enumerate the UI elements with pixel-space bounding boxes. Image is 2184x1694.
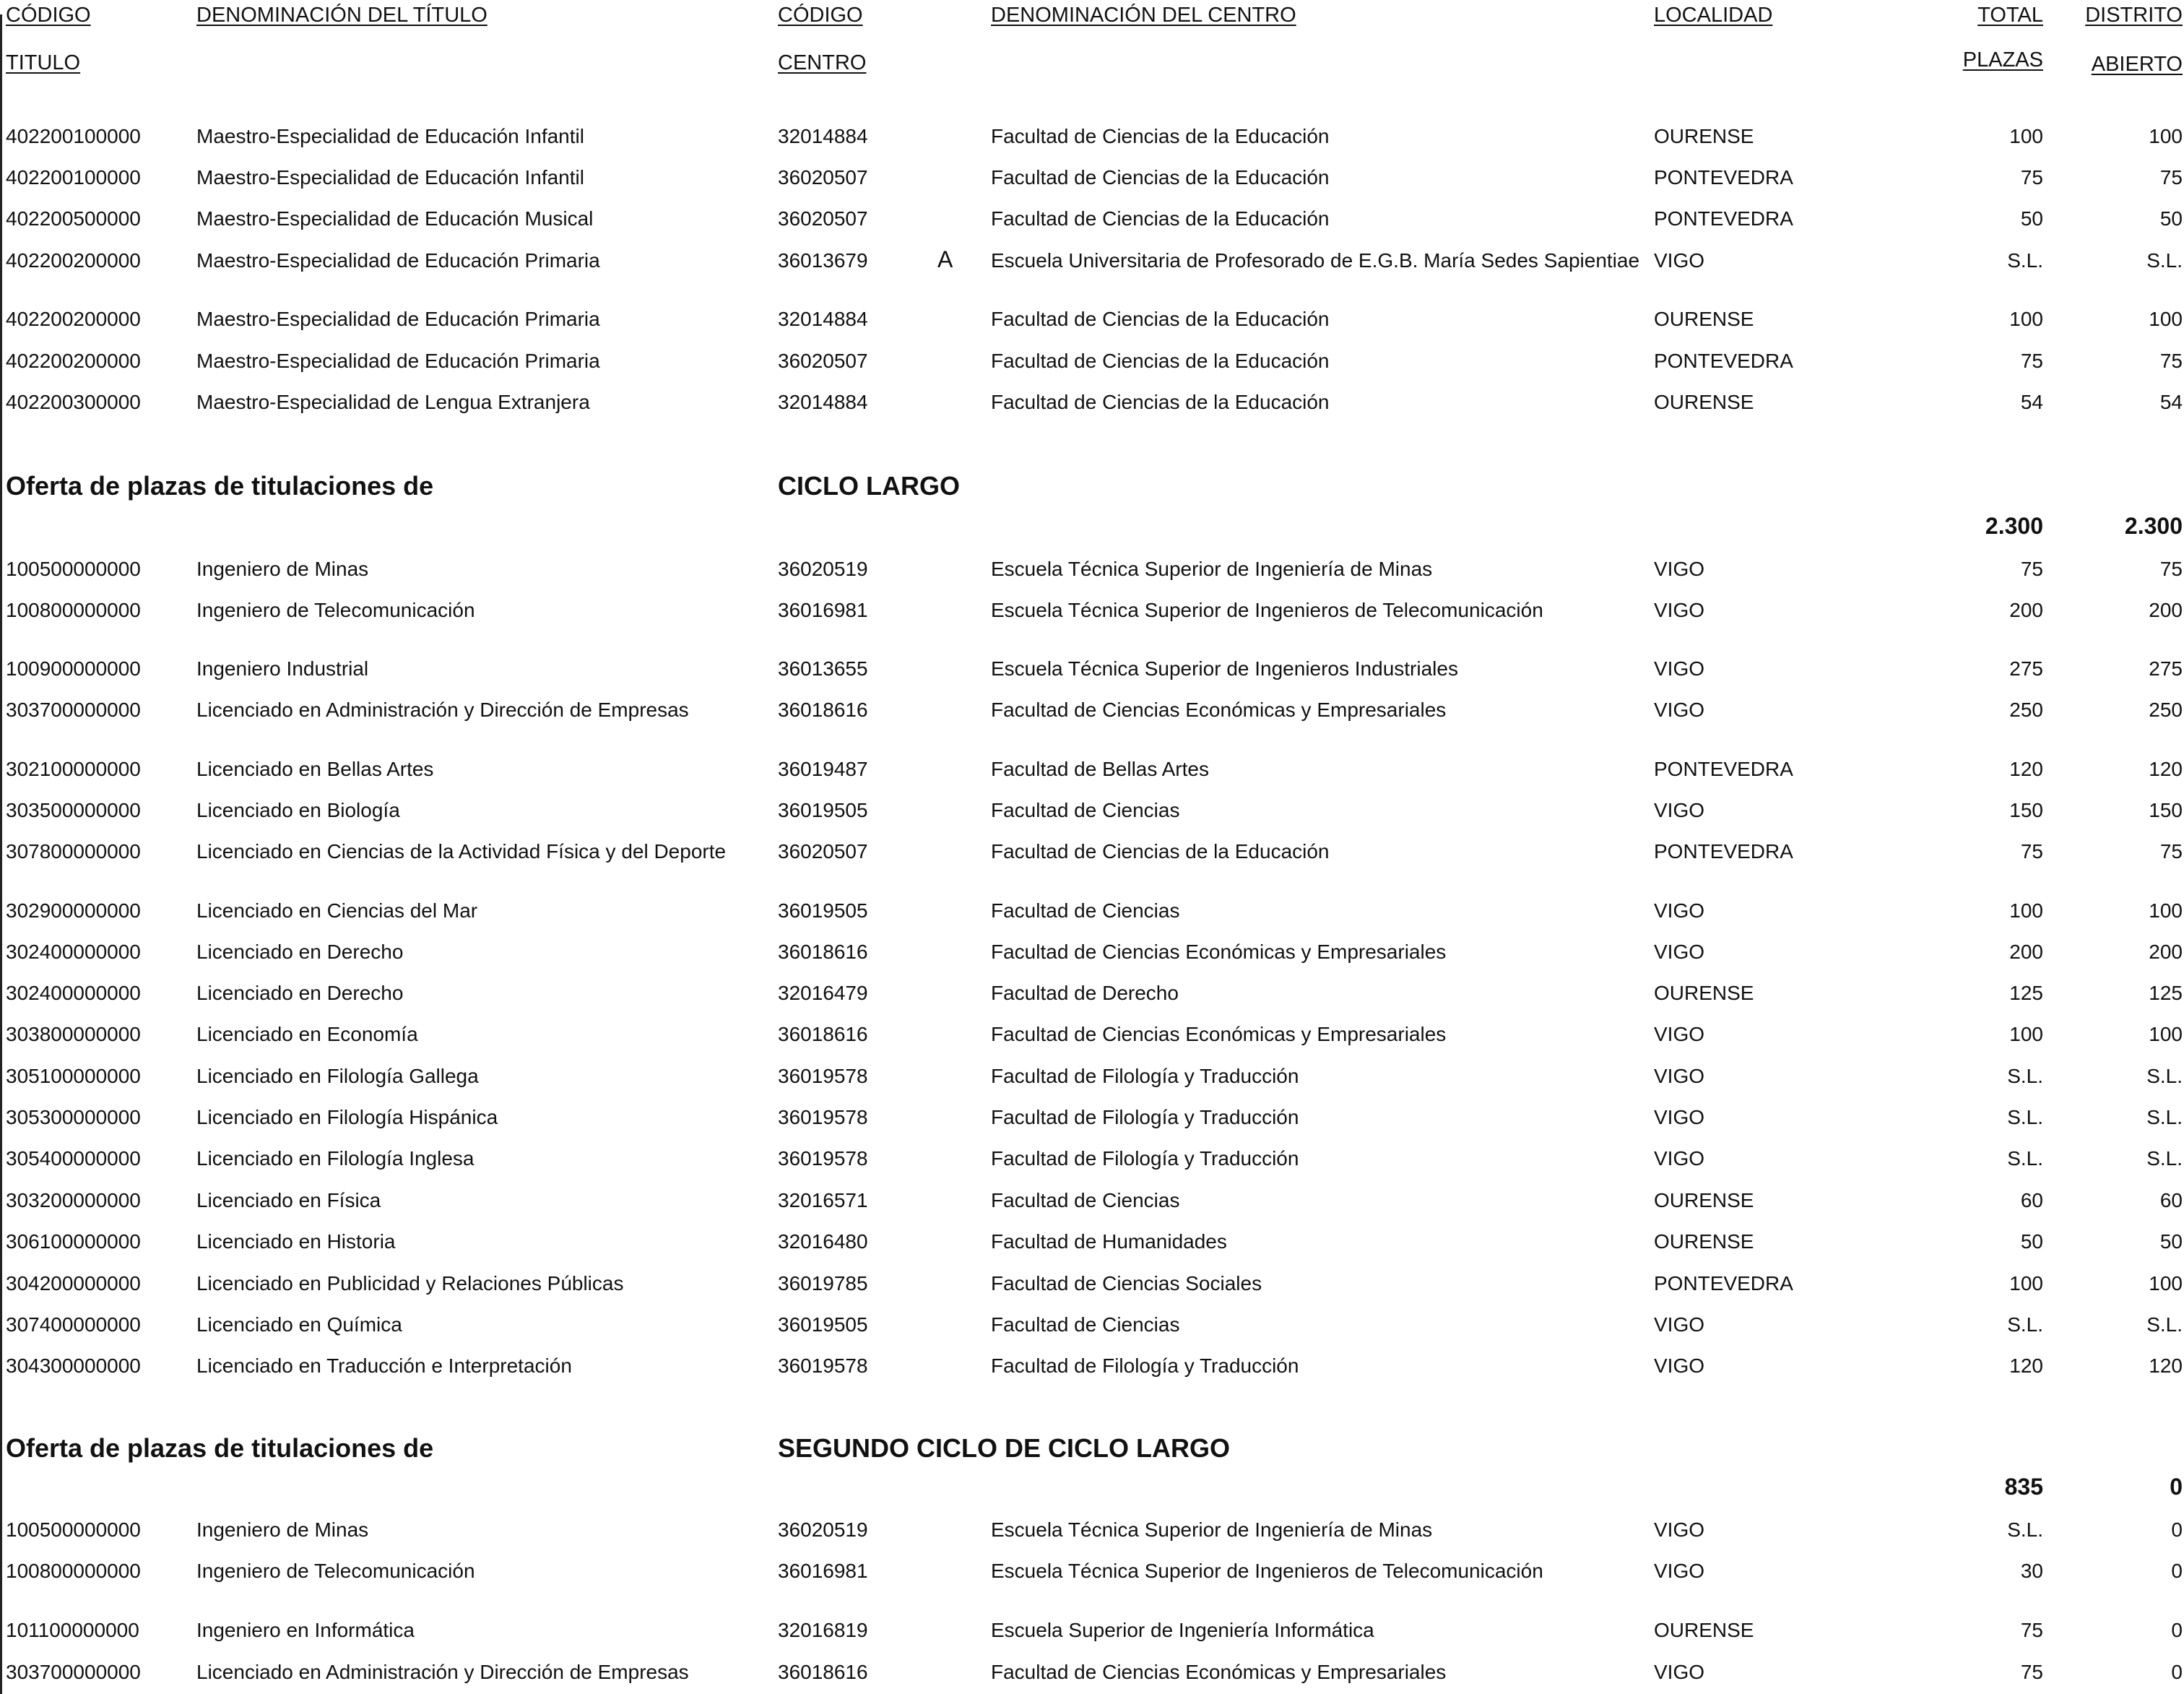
- row-title-code: 307800000000: [6, 840, 141, 863]
- row-center-name: Escuela Técnica Superior de Ingenieros de Telecomunicación: [991, 599, 1543, 621]
- row-title-name: Licenciado en Física: [196, 1189, 381, 1211]
- row-title-code: 304200000000: [6, 1272, 141, 1295]
- row-open-district: 0: [2171, 1619, 2183, 1641]
- row-center-code: 36020519: [778, 558, 868, 580]
- row-total-places: 75: [2020, 558, 2043, 580]
- row-center-code: 32016571: [778, 1189, 868, 1211]
- row-open-district: 0: [2171, 1560, 2183, 1582]
- row-total-places: 125: [2009, 982, 2043, 1004]
- row-title-name: Licenciado en Bellas Artes: [196, 758, 434, 780]
- header-total-line2: PLAZAS: [1962, 48, 2043, 72]
- row-center-name: Escuela Universitaria de Profesorado de E.G.B. María Sedes Sapientiae: [991, 249, 1640, 272]
- row-total-places: 50: [2020, 207, 2043, 230]
- row-title-code: 303800000000: [6, 1023, 141, 1045]
- row-title-name: Maestro-Especialidad de Educación Infantil: [196, 166, 584, 189]
- row-locality: OURENSE: [1654, 1619, 1754, 1641]
- row-locality: VIGO: [1654, 558, 1705, 580]
- row-locality: OURENSE: [1654, 1230, 1754, 1253]
- row-center-name: Facultad de Ciencias de la Educación: [991, 391, 1330, 413]
- row-title-name: Licenciado en Historia: [196, 1230, 396, 1253]
- row-center-code: 36019505: [778, 799, 868, 821]
- row-open-district: 100: [2149, 1272, 2183, 1295]
- row-open-district: 200: [2149, 941, 2183, 963]
- header-open-line2: ABIERTO: [2091, 53, 2183, 76]
- row-title-code: 305400000000: [6, 1147, 141, 1170]
- row-center-code: 36019505: [778, 899, 868, 922]
- row-title-code: 304300000000: [6, 1354, 141, 1377]
- row-open-district: 100: [2149, 1023, 2183, 1045]
- row-locality: OURENSE: [1654, 1189, 1754, 1211]
- row-locality: VIGO: [1654, 249, 1705, 272]
- row-total-places: S.L.: [2007, 249, 2043, 272]
- row-locality: PONTEVEDRA: [1654, 840, 1793, 863]
- row-center-name: Facultad de Ciencias de la Educación: [991, 350, 1330, 372]
- row-title-code: 303200000000: [6, 1189, 141, 1211]
- row-center-code: 36020507: [778, 350, 868, 372]
- row-center-code: 36019487: [778, 758, 868, 780]
- left-margin-rule: [0, 14, 2, 1694]
- row-center-code: 36019785: [778, 1272, 868, 1295]
- row-center-name: Facultad de Ciencias: [991, 1313, 1180, 1336]
- row-center-name: Facultad de Filología y Traducción: [991, 1354, 1299, 1377]
- row-center-mark: A: [937, 246, 953, 272]
- row-center-name: Facultad de Ciencias: [991, 899, 1180, 922]
- row-locality: VIGO: [1654, 1023, 1705, 1045]
- row-open-district: 60: [2159, 1189, 2183, 1211]
- row-title-code: 100500000000: [6, 558, 141, 580]
- row-title-name: Licenciado en Derecho: [196, 941, 404, 963]
- row-title-name: Ingeniero en Informática: [196, 1619, 415, 1641]
- row-locality: VIGO: [1654, 1354, 1705, 1377]
- section-cycle: SEGUNDO CICLO DE CICLO LARGO: [778, 1433, 1231, 1463]
- row-total-places: 150: [2009, 799, 2043, 821]
- row-center-code: 36018616: [778, 1023, 868, 1045]
- row-title-code: 100500000000: [6, 1518, 141, 1541]
- row-locality: VIGO: [1654, 1065, 1705, 1087]
- header-center-name: DENOMINACIÓN DEL CENTRO: [991, 4, 1296, 27]
- header-code-line1: CÓDIGO: [6, 4, 91, 27]
- row-center-code: 32016479: [778, 982, 868, 1004]
- row-total-places: 100: [2009, 308, 2043, 330]
- row-center-name: Facultad de Filología y Traducción: [991, 1106, 1299, 1128]
- row-center-name: Facultad de Ciencias: [991, 799, 1180, 821]
- header-title-name: DENOMINACIÓN DEL TÍTULO: [196, 4, 488, 27]
- row-title-name: Licenciado en Economía: [196, 1023, 418, 1045]
- header-locality: LOCALIDAD: [1654, 4, 1773, 27]
- row-center-code: 36016981: [778, 1560, 868, 1582]
- row-title-code: 302100000000: [6, 758, 141, 780]
- row-center-code: 36019578: [778, 1106, 868, 1128]
- row-open-district: S.L.: [2146, 1065, 2183, 1087]
- row-title-code: 302900000000: [6, 899, 141, 922]
- row-title-name: Ingeniero de Minas: [196, 1518, 369, 1541]
- row-total-places: 54: [2020, 391, 2043, 413]
- row-open-district: 75: [2159, 840, 2183, 863]
- section-heading: Oferta de plazas de titulaciones de: [6, 471, 434, 501]
- row-total-places: 100: [2009, 1023, 2043, 1045]
- row-open-district: 75: [2159, 166, 2183, 189]
- row-center-code: 36018616: [778, 1661, 868, 1683]
- row-open-district: 275: [2149, 657, 2183, 680]
- row-locality: VIGO: [1654, 1313, 1705, 1336]
- row-total-places: 120: [2009, 758, 2043, 780]
- section-open-total: 2.300: [2124, 513, 2183, 539]
- row-center-name: Facultad de Ciencias de la Educación: [991, 840, 1330, 863]
- row-center-code: 36019578: [778, 1065, 868, 1087]
- row-center-name: Facultad de Bellas Artes: [991, 758, 1209, 780]
- row-title-code: 402200200000: [6, 350, 141, 372]
- row-title-code: 402200100000: [6, 125, 141, 147]
- row-title-name: Maestro-Especialidad de Educación Primaria: [196, 308, 600, 330]
- row-total-places: 50: [2020, 1230, 2043, 1253]
- row-center-name: Facultad de Ciencias de la Educación: [991, 308, 1330, 330]
- row-center-code: 36020507: [778, 840, 868, 863]
- row-title-name: Ingeniero de Minas: [196, 558, 369, 580]
- row-center-code: 32016819: [778, 1619, 868, 1641]
- row-open-district: 125: [2149, 982, 2183, 1004]
- row-title-name: Maestro-Especialidad de Educación Infantil: [196, 125, 584, 147]
- row-title-code: 307400000000: [6, 1313, 141, 1336]
- row-title-name: Licenciado en Filología Gallega: [196, 1065, 479, 1087]
- row-center-name: Facultad de Ciencias Sociales: [991, 1272, 1262, 1295]
- row-open-district: 50: [2159, 207, 2183, 230]
- row-open-district: 100: [2149, 899, 2183, 922]
- row-center-code: 36013679: [778, 249, 868, 272]
- row-total-places: 30: [2020, 1560, 2043, 1582]
- row-title-code: 306100000000: [6, 1230, 141, 1253]
- row-center-code: 36018616: [778, 941, 868, 963]
- row-title-name: Licenciado en Filología Hispánica: [196, 1106, 498, 1128]
- row-open-district: 100: [2149, 308, 2183, 330]
- row-title-name: Ingeniero Industrial: [196, 657, 369, 680]
- row-title-code: 302400000000: [6, 982, 141, 1004]
- row-locality: VIGO: [1654, 1106, 1705, 1128]
- row-locality: PONTEVEDRA: [1654, 758, 1793, 780]
- row-center-code: 32014884: [778, 308, 868, 330]
- row-title-name: Maestro-Especialidad de Educación Primaria: [196, 249, 600, 272]
- row-title-name: Licenciado en Química: [196, 1313, 402, 1336]
- row-locality: VIGO: [1654, 799, 1705, 821]
- row-title-code: 402200100000: [6, 166, 141, 189]
- section-total-places: 2.300: [1985, 513, 2043, 539]
- row-open-district: 250: [2149, 699, 2183, 721]
- row-center-name: Facultad de Ciencias: [991, 1189, 1180, 1211]
- row-center-name: Facultad de Ciencias Económicas y Empresariales: [991, 941, 1447, 963]
- header-code-line2: TITULO: [6, 51, 81, 74]
- row-total-places: 100: [2009, 899, 2043, 922]
- header-open-line1: DISTRITO: [2085, 4, 2183, 27]
- row-total-places: S.L.: [2007, 1518, 2043, 1541]
- row-center-name: Facultad de Humanidades: [991, 1230, 1227, 1253]
- row-open-district: S.L.: [2146, 1106, 2183, 1128]
- row-locality: PONTEVEDRA: [1654, 1272, 1793, 1295]
- row-open-district: 75: [2159, 558, 2183, 580]
- row-center-code: 36020507: [778, 207, 868, 230]
- row-title-code: 302400000000: [6, 941, 141, 963]
- row-title-name: Licenciado en Ciencias del Mar: [196, 899, 478, 922]
- row-center-name: Escuela Superior de Ingeniería Informática: [991, 1619, 1374, 1641]
- row-open-district: 0: [2171, 1518, 2183, 1541]
- row-title-name: Licenciado en Derecho: [196, 982, 404, 1004]
- row-center-code: 36020519: [778, 1518, 868, 1541]
- row-locality: OURENSE: [1654, 391, 1754, 413]
- row-open-district: S.L.: [2146, 249, 2183, 272]
- row-center-name: Facultad de Filología y Traducción: [991, 1065, 1299, 1087]
- row-center-code: 36019578: [778, 1147, 868, 1170]
- row-title-name: Ingeniero de Telecomunicación: [196, 1560, 475, 1582]
- row-locality: OURENSE: [1654, 982, 1754, 1004]
- row-title-code: 303700000000: [6, 1661, 141, 1683]
- row-title-name: Ingeniero de Telecomunicación: [196, 599, 475, 621]
- row-open-district: 100: [2149, 125, 2183, 147]
- section-heading: Oferta de plazas de titulaciones de: [6, 1433, 434, 1463]
- row-center-name: Escuela Técnica Superior de Ingenieros de Telecomunicación: [991, 1560, 1543, 1582]
- row-total-places: 75: [2020, 1619, 2043, 1641]
- row-total-places: 75: [2020, 350, 2043, 372]
- row-total-places: 200: [2009, 941, 2043, 963]
- row-total-places: S.L.: [2007, 1106, 2043, 1128]
- row-center-code: 36018616: [778, 699, 868, 721]
- row-title-code: 305300000000: [6, 1106, 141, 1128]
- row-title-code: 100800000000: [6, 1560, 141, 1582]
- row-open-district: 75: [2159, 350, 2183, 372]
- row-center-name: Facultad de Derecho: [991, 982, 1179, 1004]
- section-cycle: CICLO LARGO: [778, 471, 960, 501]
- row-open-district: 0: [2171, 1661, 2183, 1683]
- row-title-code: 303500000000: [6, 799, 141, 821]
- row-open-district: S.L.: [2146, 1313, 2183, 1336]
- header-total-line1: TOTAL: [1977, 4, 2043, 27]
- row-locality: VIGO: [1654, 1560, 1705, 1582]
- row-title-code: 101100000000: [6, 1619, 139, 1641]
- row-title-name: Licenciado en Ciencias de la Actividad Física y del Deporte: [196, 840, 727, 863]
- row-title-code: 100900000000: [6, 657, 141, 680]
- row-title-code: 305100000000: [6, 1065, 141, 1087]
- row-center-name: Facultad de Ciencias de la Educación: [991, 125, 1330, 147]
- row-total-places: 75: [2020, 166, 2043, 189]
- row-locality: VIGO: [1654, 599, 1705, 621]
- row-open-district: 200: [2149, 599, 2183, 621]
- row-center-name: Escuela Técnica Superior de Ingenieros Industriales: [991, 657, 1458, 680]
- row-center-name: Facultad de Ciencias de la Educación: [991, 166, 1330, 189]
- row-total-places: 275: [2009, 657, 2043, 680]
- row-locality: VIGO: [1654, 1147, 1705, 1170]
- row-center-code: 36019505: [778, 1313, 868, 1336]
- row-title-name: Licenciado en Biología: [196, 799, 400, 821]
- row-total-places: S.L.: [2007, 1065, 2043, 1087]
- row-total-places: 75: [2020, 1661, 2043, 1683]
- row-open-district: 54: [2159, 391, 2183, 413]
- row-locality: VIGO: [1654, 699, 1705, 721]
- section-open-total: 0: [2170, 1474, 2183, 1500]
- row-title-name: Maestro-Especialidad de Educación Musical: [196, 207, 594, 230]
- row-open-district: 120: [2149, 758, 2183, 780]
- row-locality: PONTEVEDRA: [1654, 207, 1793, 230]
- row-total-places: 100: [2009, 1272, 2043, 1295]
- row-center-name: Facultad de Ciencias de la Educación: [991, 207, 1330, 230]
- row-open-district: 120: [2149, 1354, 2183, 1377]
- row-open-district: 50: [2159, 1230, 2183, 1253]
- row-title-name: Maestro-Especialidad de Lengua Extranjera: [196, 391, 590, 413]
- row-center-code: 36019578: [778, 1354, 868, 1377]
- row-center-code: 32014884: [778, 125, 868, 147]
- header-center-code-line2: CENTRO: [778, 51, 867, 74]
- row-title-name: Maestro-Especialidad de Educación Primaria: [196, 350, 600, 372]
- row-center-code: 36016981: [778, 599, 868, 621]
- row-total-places: 75: [2020, 840, 2043, 863]
- row-center-code: 36020507: [778, 166, 868, 189]
- section-total-places: 835: [2004, 1474, 2043, 1500]
- row-locality: OURENSE: [1654, 308, 1754, 330]
- row-locality: PONTEVEDRA: [1654, 350, 1793, 372]
- row-title-code: 303700000000: [6, 699, 141, 721]
- row-center-name: Facultad de Ciencias Económicas y Empresariales: [991, 1661, 1447, 1683]
- row-center-name: Facultad de Filología y Traducción: [991, 1147, 1299, 1170]
- row-locality: PONTEVEDRA: [1654, 166, 1793, 189]
- row-center-code: 32014884: [778, 391, 868, 413]
- row-total-places: S.L.: [2007, 1313, 2043, 1336]
- row-center-code: 36013655: [778, 657, 868, 680]
- row-locality: VIGO: [1654, 941, 1705, 963]
- row-open-district: 150: [2149, 799, 2183, 821]
- row-open-district: S.L.: [2146, 1147, 2183, 1170]
- row-center-name: Escuela Técnica Superior de Ingeniería de Minas: [991, 558, 1433, 580]
- header-center-code-line1: CÓDIGO: [778, 4, 863, 27]
- row-title-name: Licenciado en Publicidad y Relaciones Públicas: [196, 1272, 624, 1295]
- row-center-name: Facultad de Ciencias Económicas y Empresariales: [991, 1023, 1447, 1045]
- row-total-places: 200: [2009, 599, 2043, 621]
- row-locality: VIGO: [1654, 657, 1705, 680]
- row-title-name: Licenciado en Administración y Dirección de Empresas: [196, 1661, 689, 1683]
- row-title-code: 100800000000: [6, 599, 141, 621]
- row-title-name: Licenciado en Filología Inglesa: [196, 1147, 474, 1170]
- row-title-code: 402200200000: [6, 249, 141, 272]
- row-locality: OURENSE: [1654, 125, 1754, 147]
- row-title-code: 402200200000: [6, 308, 141, 330]
- row-locality: VIGO: [1654, 899, 1705, 922]
- row-title-code: 402200500000: [6, 207, 141, 230]
- row-title-name: Licenciado en Administración y Dirección de Empresas: [196, 699, 689, 721]
- row-center-name: Escuela Técnica Superior de Ingeniería de Minas: [991, 1518, 1433, 1541]
- row-title-name: Licenciado en Traducción e Interpretación: [196, 1354, 572, 1377]
- row-total-places: 100: [2009, 125, 2043, 147]
- row-total-places: 120: [2009, 1354, 2043, 1377]
- row-center-code: 32016480: [778, 1230, 868, 1253]
- row-total-places: 60: [2020, 1189, 2043, 1211]
- row-locality: VIGO: [1654, 1518, 1705, 1541]
- row-center-name: Facultad de Ciencias Económicas y Empresariales: [991, 699, 1447, 721]
- row-locality: VIGO: [1654, 1661, 1705, 1683]
- row-total-places: 250: [2009, 699, 2043, 721]
- row-title-code: 402200300000: [6, 391, 141, 413]
- row-total-places: S.L.: [2007, 1147, 2043, 1170]
